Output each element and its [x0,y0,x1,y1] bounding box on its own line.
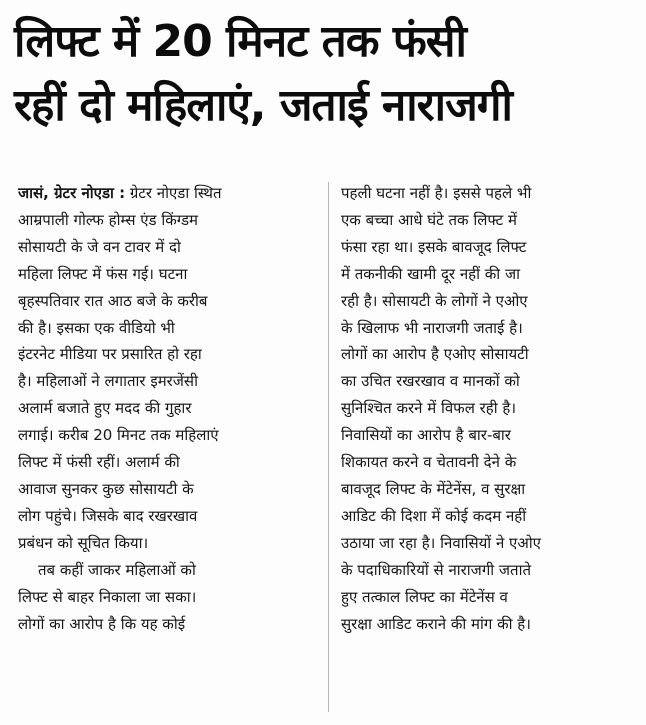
dateline: जासं, ग्रेटर नोएडा : [18,184,126,202]
body-line: पहली घटना नहीं है। इससे पहले भी [341,184,532,202]
body-line: महिला लिफ्ट में फंस गई। घटना [18,264,188,283]
body-line-text: ग्रेटर नोएडा स्थित [129,184,222,202]
body-line: में तकनीकी खामी दूर नहीं की जा [341,264,520,283]
body-line: आम्रपाली गोल्फ होम्स एंड किंग्डम [18,210,198,229]
body-line: आडिट की दिशा में कोई कदम नहीं [341,506,527,525]
body-line: का उचित रखरखाव व मानकों को [341,372,520,391]
body-line: प्रबंधन को सूचित किया। [18,533,149,552]
body-line: रही है। सोसायटी के लोगों ने एओए [341,291,528,310]
body-line: सुरक्षा आडिट कराने की मांग की है। [341,614,531,633]
body-line [18,180,314,207]
body-line: लोगों का आरोप है एओए सोसायटी [341,345,529,364]
body-line: बावजूद लिफ्ट के मेंटेनेंस, व सुरक्षा [341,479,526,498]
body-line: तब कहीं जाकर महिलाओं को [38,560,196,579]
body-line: की है। इसका एक वीडियो भी [18,318,175,337]
headline [14,10,634,138]
article-column-right [341,180,637,637]
body-line: है। महिलाओं ने लगातार इमरजेंसी [18,372,198,391]
body-line: के खिलाफ भी नाराजगी जताई है। [341,318,523,337]
body-line: इंटरनेट मीडिया पर प्रसारित हो रहा [18,345,202,364]
body-line: लगाई। करीब 20 मिनट तक महिलाएं [18,426,219,445]
body-line: बृहस्पतिवार रात आठ बजे के करीब [18,291,208,310]
body-line: एक बच्चा आधे घंटे तक लिफ्ट में [341,210,517,229]
body-line: सुनिश्चित करने में विफल रही है। [341,399,517,418]
body-line: निवासियों का आरोप है बार-बार [341,426,511,445]
body-line: उठाया जा रहा है। निवासियों ने एओए [341,533,541,552]
body-line: लोगों का आरोप है कि यह कोई [18,614,186,633]
body-line: के पदाधिकारियों से नाराजगी जताते [341,560,532,579]
body-line: लिफ्ट से बाहर निकाला जा सका। [18,587,197,606]
headline-line: रहीं दो महिलाएं, जताई नाराजगी [14,80,512,131]
body-line: हुए तत्काल लिफ्ट का मेंटेनेंस व [341,587,508,606]
body-line: आवाज सुनकर कुछ सोसायटी के [18,479,194,498]
body-line: लिफ्ट में फंसी रहीं। अलार्म की [18,453,180,472]
article-column-left [18,180,314,637]
column-divider [328,182,329,712]
body-line: शिकायत करने व चेतावनी देने के [341,453,517,472]
body-line: लोग पहुंचे। जिसके बाद रखरखाव [18,506,198,525]
body-line: सोसायटी के जे वन टावर में दो [18,237,181,256]
body-line: फंसा रहा था। इसके बावजूद लिफ्ट [341,237,527,256]
headline-line: लिफ्ट में 20 मिनट तक फंसी [14,16,466,67]
body-line: अलार्म बजाते हुए मदद की गुहार [18,399,192,418]
